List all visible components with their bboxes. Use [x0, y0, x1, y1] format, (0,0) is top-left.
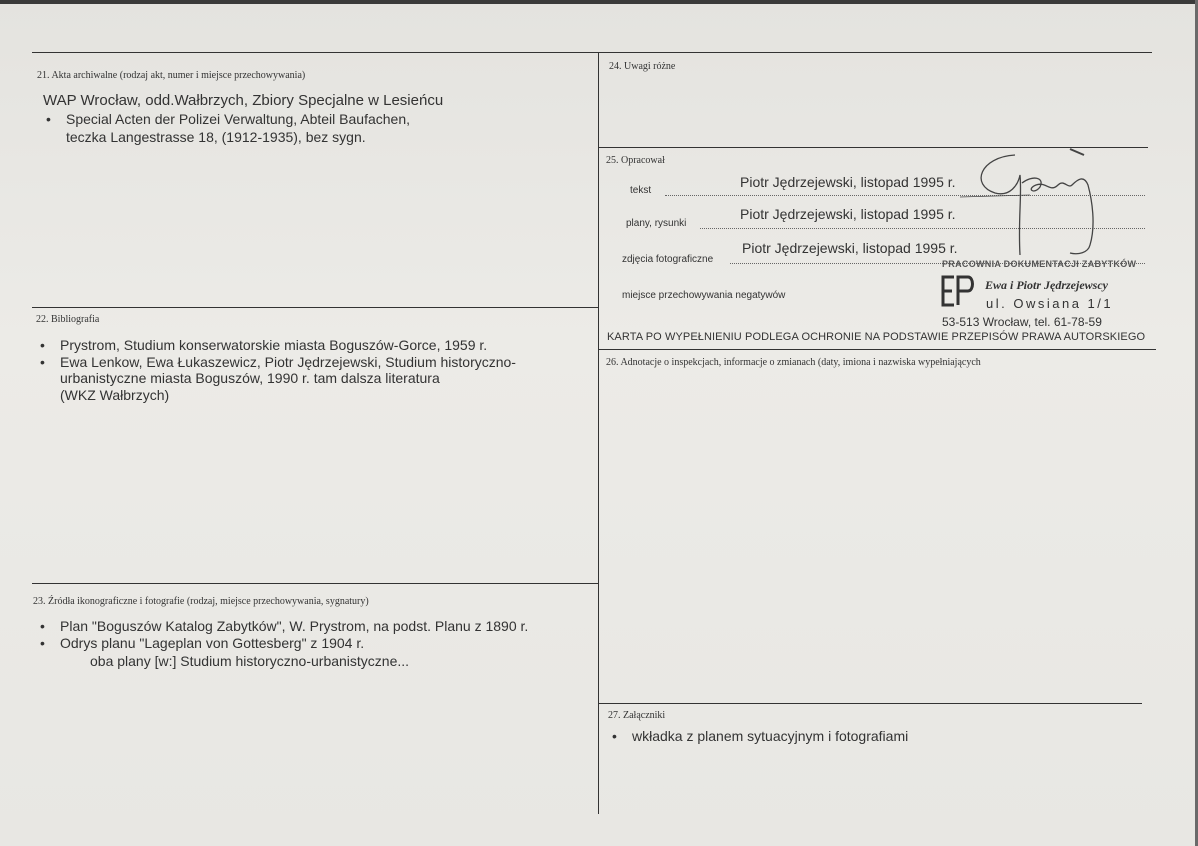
- iconography-list: [36, 618, 528, 651]
- stamp-city: 53-513 Wrocław, tel. 61-78-59: [942, 315, 1102, 329]
- list-item: • Plan "Boguszów Katalog Zabytków", W. Prystrom, na podst. Planu z 1890 r.: [40, 618, 529, 634]
- section-27-label: 27. Załączniki: [608, 710, 666, 721]
- archive-list: [42, 111, 410, 146]
- stamp-title: PRACOWNIA DOKUMENTACJI ZABYTKÓW: [942, 259, 1137, 269]
- rule-22-23: [32, 583, 598, 584]
- text-author-value: Piotr Jędrzejewski, listopad 1995 r.: [740, 174, 956, 190]
- center-divider: [598, 52, 599, 814]
- attachments-list: [608, 728, 908, 745]
- plans-author-value: Piotr Jędrzejewski, listopad 1995 r.: [740, 206, 956, 222]
- stamp-names: Ewa i Piotr Jędrzejewscy: [985, 278, 1108, 292]
- section-22-label: 22. Bibliografia: [36, 314, 100, 325]
- archive-source: WAP Wrocław, odd.Wałbrzych, Zbiory Specjalne w Lesieńcu: [43, 92, 444, 109]
- section-26-label: 26. Adnotacje o inspekcjach, informacje o zmianach (daty, imiona i nazwiska wypełniających: [606, 357, 981, 368]
- negatives-label: miejsce przechowywania negatywów: [622, 290, 786, 301]
- list-item: • Odrys planu "Lageplan von Gottesberg" z 1904 r.: [40, 634, 365, 651]
- section-21-label: 21. Akta archiwalne (rodzaj akt, numer i miejsce przechowywania): [37, 70, 306, 81]
- text-author-label: tekst: [630, 185, 652, 196]
- section-25-label: 25. Opracował: [606, 155, 665, 166]
- top-edge: [0, 0, 1198, 4]
- iconography-note: oba plany [w:] Studium historyczno-urbanistyczne...: [90, 653, 410, 669]
- ep-logo-icon: [940, 274, 976, 308]
- bibliography-list: [36, 337, 516, 403]
- list-item: • wkładka z planem sytuacyjnym i fotografiami: [612, 728, 909, 744]
- list-item: • Ewa Lenkow, Ewa Łukaszewicz, Piotr Jędrzejewski, Studium historyczno- urbanistyczne miasta Boguszów, 1990 r. tam dalsza literatura (WKZ Wałbrzych): [40, 353, 516, 403]
- photos-author-label: zdjęcia fotograficzne: [622, 254, 714, 265]
- stamp-street: ul. Owsiana 1/1: [986, 296, 1114, 311]
- signature: [960, 145, 1110, 265]
- list-item: • Prystrom, Studium konserwatorskie miasta Boguszów-Gorce, 1959 r.: [40, 337, 488, 353]
- rule-25-26: [598, 349, 1156, 350]
- section-24-label: 24. Uwagi różne: [609, 61, 676, 72]
- copyright-notice: KARTA PO WYPEŁNIENIU PODLEGA OCHRONIE NA PODSTAWIE PRZEPISÓW PRAWA AUTORSKIEGO: [607, 331, 1146, 343]
- section-23-label: 23. Źródła ikonograficzne i fotografie (rodzaj, miejsce przechowywania, sygnatury): [33, 596, 369, 607]
- rule-26-27: [598, 703, 1142, 704]
- photos-author-value: Piotr Jędrzejewski, listopad 1995 r.: [742, 240, 958, 256]
- list-item: • Special Acten der Polizei Verwaltung, Abteil Baufachen, teczka Langestrasse 18, (1912-1935), bez sygn.: [46, 111, 410, 145]
- top-rule: [32, 52, 1152, 53]
- rule-21-22: [32, 307, 598, 308]
- plans-author-label: plany, rysunki: [626, 218, 687, 229]
